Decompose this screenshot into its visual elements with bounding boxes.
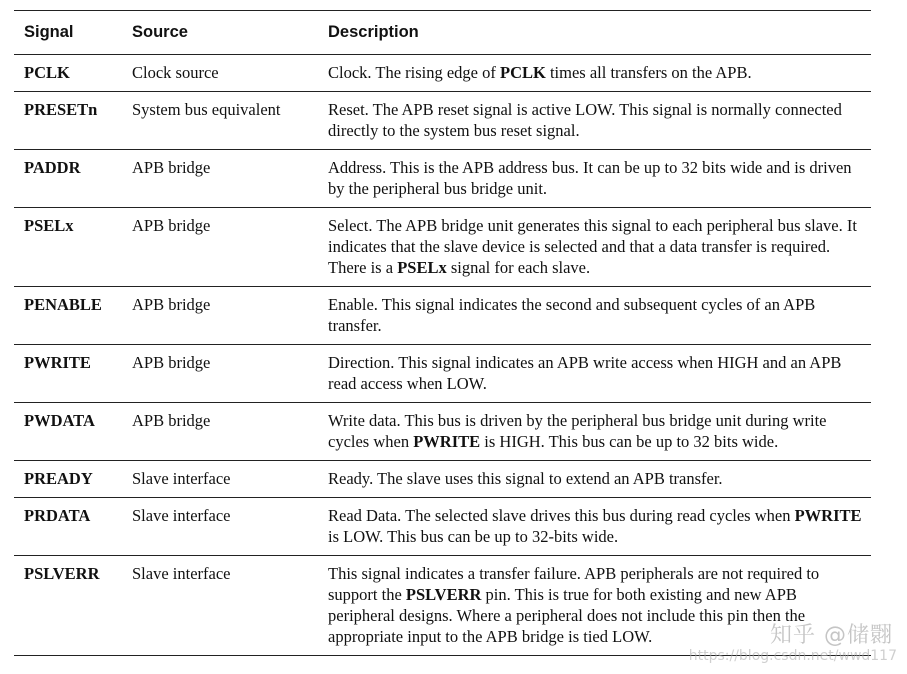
- signal-name: PSLVERR: [24, 564, 100, 583]
- signal-source: System bus equivalent: [132, 100, 281, 119]
- signal-reference: PSLVERR: [405, 585, 482, 604]
- signal-description: [316, 55, 871, 92]
- signal-source: APB bridge: [132, 158, 211, 177]
- table-row: [14, 287, 871, 345]
- description-text: Select. The APB bridge unit generates this signal to each peripheral bus slave. It indicates that the slave device is selected and that a data transfer is required. There is a: [328, 216, 857, 277]
- signal-description: [316, 461, 871, 498]
- signal-name: PENABLE: [24, 295, 102, 314]
- signal-source: APB bridge: [132, 353, 211, 372]
- description-text: Enable. This signal indicates the second and subsequent cycles of an APB transfer.: [328, 295, 816, 335]
- signal-reference: PWRITE: [413, 432, 481, 451]
- signal-name: PREADY: [24, 469, 93, 488]
- description-text: pin. This is true for both existing and new APB peripheral designs. Where a peripheral does not include this pin then the appropriate input to the APB bridge is tied LOW.: [328, 585, 806, 646]
- signal-description: [316, 208, 871, 287]
- description-text: Direction. This signal indicates an APB write access when HIGH and an APB read access when LOW.: [328, 353, 842, 393]
- signal-source: APB bridge: [132, 411, 211, 430]
- signal-description: [316, 498, 871, 556]
- signal-name: PSELx: [24, 216, 74, 235]
- description-text: Ready. The slave uses this signal to extend an APB transfer.: [328, 469, 723, 488]
- table-row: [14, 92, 871, 150]
- table-row: [14, 55, 871, 92]
- description-text: Address. This is the APB address bus. It can be up to 32 bits wide and is driven by the peripheral bus bridge unit.: [328, 158, 852, 198]
- signal-source: Slave interface: [132, 506, 231, 525]
- signal-name: PCLK: [24, 63, 70, 82]
- description-text: signal for each slave.: [446, 258, 591, 277]
- signal-source: Slave interface: [132, 469, 231, 488]
- header-description: Description: [328, 23, 419, 41]
- signal-description: [316, 287, 871, 345]
- signal-reference: PWRITE: [794, 506, 862, 525]
- table-row: [14, 556, 871, 656]
- signal-description: [316, 345, 871, 403]
- description-text: Write data. This bus is driven by the peripheral bus bridge unit during write cycles when: [328, 411, 827, 451]
- signal-name: PWRITE: [24, 353, 91, 372]
- signal-name: PADDR: [24, 158, 81, 177]
- header-source: Source: [132, 23, 188, 41]
- header-signal: Signal: [24, 23, 74, 41]
- signal-table: [14, 10, 871, 656]
- table-row: [14, 208, 871, 287]
- description-text: Reset. The APB reset signal is active LOW. This signal is normally connected directly to the system bus reset signal.: [328, 100, 842, 140]
- description-text: times all transfers on the APB.: [545, 63, 752, 82]
- table-row: [14, 403, 871, 461]
- signal-reference: PSELx: [397, 258, 447, 277]
- signal-source: APB bridge: [132, 216, 211, 235]
- description-text: Clock. The rising edge of: [328, 63, 500, 82]
- signal-description: [316, 403, 871, 461]
- description-text: This signal indicates a transfer failure. APB peripherals are not required to support the: [328, 564, 820, 604]
- table-row: [14, 345, 871, 403]
- table-row: [14, 498, 871, 556]
- signal-description: [316, 92, 871, 150]
- table-header-row: [14, 11, 871, 55]
- signal-source: Slave interface: [132, 564, 231, 583]
- description-text: is LOW. This bus can be up to 32-bits wide.: [328, 527, 619, 546]
- signal-name: PRDATA: [24, 506, 91, 525]
- signal-description: [316, 150, 871, 208]
- watermark-url: https://blog.csdn.net/wwd117: [688, 648, 897, 664]
- signal-source: Clock source: [132, 63, 219, 82]
- signal-name: PWDATA: [24, 411, 95, 430]
- table-row: [14, 150, 871, 208]
- signal-source: APB bridge: [132, 295, 211, 314]
- watermark-text: 知乎 @储翾: [770, 623, 893, 648]
- table-row: [14, 461, 871, 498]
- signal-reference: PCLK: [500, 63, 546, 82]
- table-body: [14, 55, 871, 656]
- description-text: is HIGH. This bus can be up to 32 bits wide.: [480, 432, 779, 451]
- description-text: Read Data. The selected slave drives this bus during read cycles when: [328, 506, 795, 525]
- signal-name: PRESETn: [24, 100, 98, 119]
